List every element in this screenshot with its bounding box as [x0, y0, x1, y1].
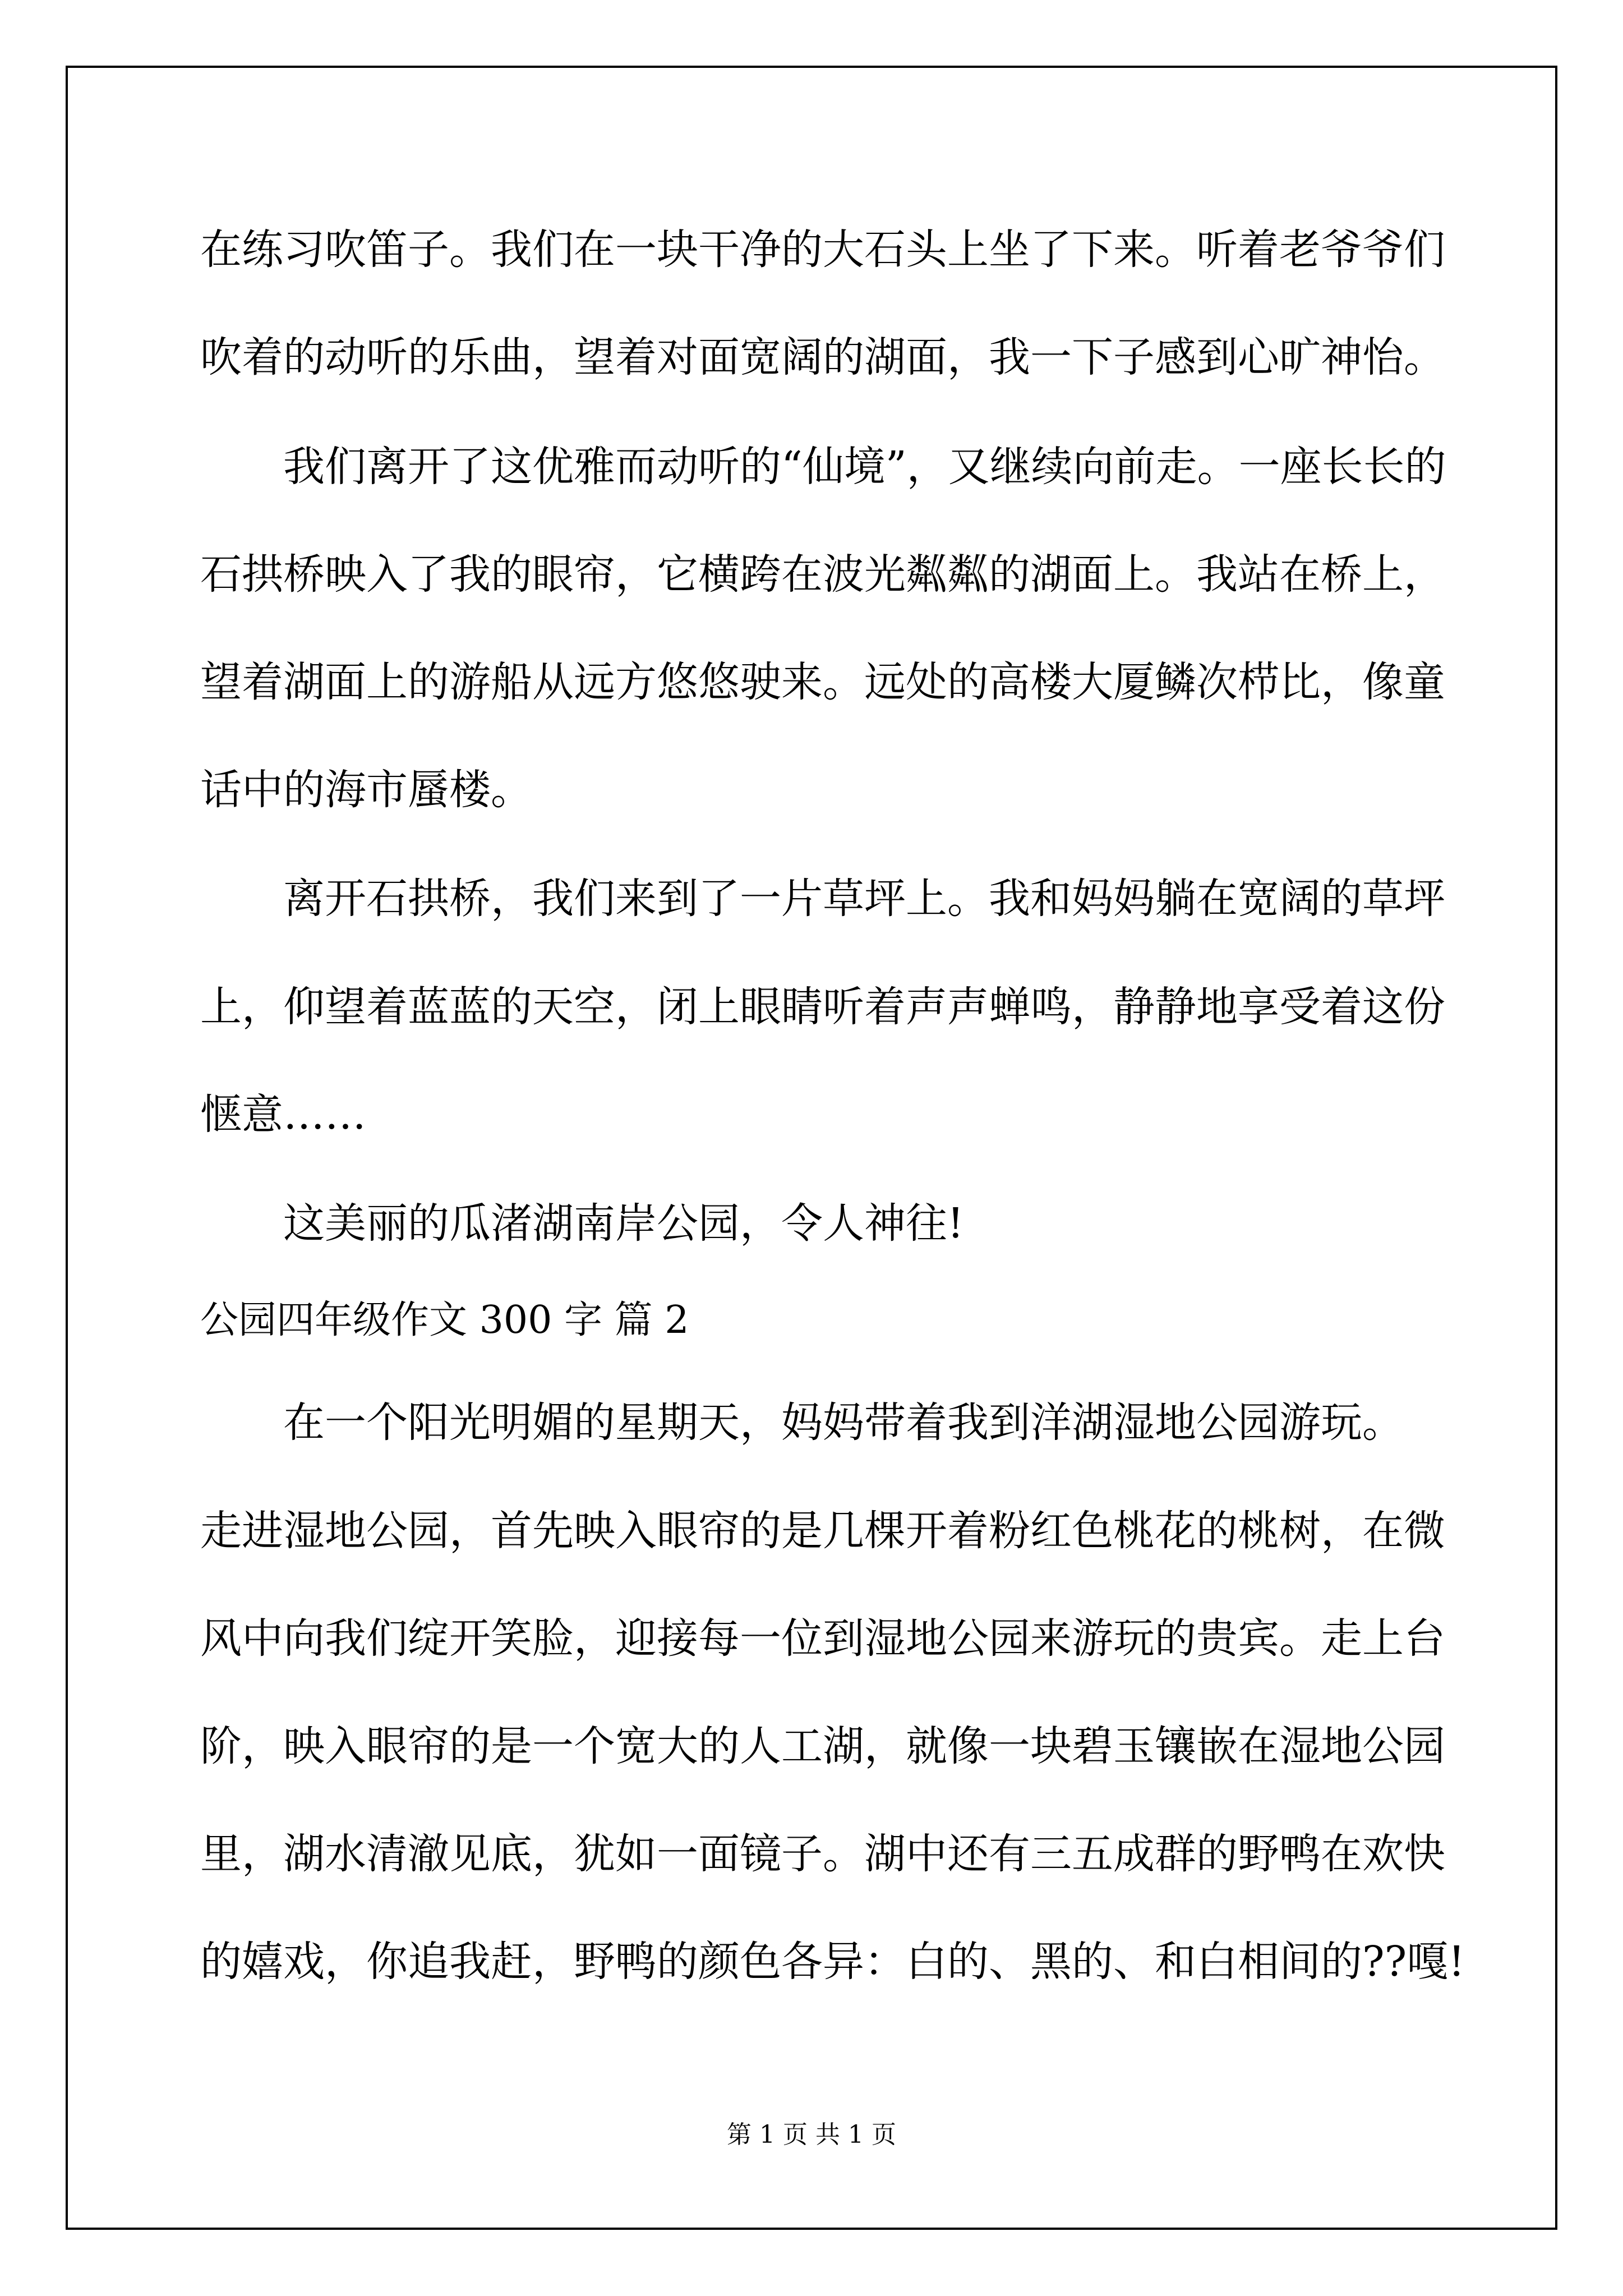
page-footer: 第 1 页 共 1 页: [727, 2120, 896, 2149]
text-line-4: 石拱桥映入了我的眼帘，它横跨在波光粼粼的湖面上。我站在桥上，: [200, 550, 1445, 599]
page-border: [66, 66, 1557, 2230]
text-line-10: 这美丽的瓜渚湖南岸公园，令人神往!: [283, 1199, 964, 1248]
text-line-2: 吹着的动听的乐曲，望着对面宽阔的湖面，我一下子感到心旷神怡。: [200, 333, 1445, 381]
text-line-12: 在一个阳光明媚的星期天，妈妈带着我到洋湖湿地公园游玩。: [283, 1398, 1404, 1447]
text-line-5: 望着湖面上的游船从远方悠悠驶来。远处的高楼大厦鳞次栉比，像童: [200, 658, 1445, 706]
text-line-14: 风中向我们绽开笑脸，迎接每一位到湿地公园来游玩的贵宾。走上台: [200, 1614, 1445, 1663]
text-line-9: 惬意……: [200, 1091, 366, 1139]
text-line-3: 我们离开了这优雅而动听的“仙境”，又继续向前走。一座长长的: [283, 443, 1446, 491]
text-line-8: 上，仰望着蓝蓝的天空，闭上眼睛听着声声蝉鸣，静静地享受着这份: [200, 983, 1445, 1031]
text-line-6: 话中的海市蜃楼。: [200, 766, 532, 814]
text-line-17: 的嬉戏，你追我赶，野鸭的颜色各异：白的、黑的、和白相间的??嘎!: [200, 1938, 1465, 1986]
text-line-16: 里，湖水清澈见底，犹如一面镜子。湖中还有三五成群的野鸭在欢快: [200, 1830, 1445, 1878]
text-line-7: 离开石拱桥，我们来到了一片草坪上。我和妈妈躺在宽阔的草坪: [283, 875, 1445, 923]
text-line-13: 走进湿地公园，首先映入眼帘的是几棵开着粉红色桃花的桃树，在微: [200, 1507, 1445, 1555]
text-line-15: 阶，映入眼帘的是一个宽大的人工湖，就像一块碧玉镶嵌在湿地公园: [200, 1722, 1445, 1770]
text-line-1: 在练习吹笛子。我们在一块干净的大石头上坐了下来。听着老爷爷们: [200, 226, 1445, 274]
section-heading: 公园四年级作文 300 字 篇 2: [200, 1298, 689, 1342]
